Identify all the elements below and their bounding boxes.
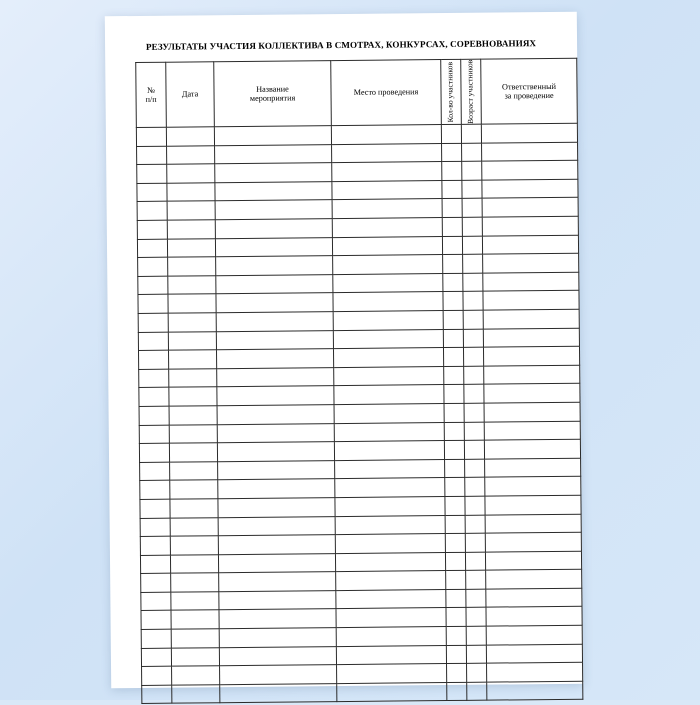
- cell-resp[interactable]: [482, 235, 578, 255]
- column-header-participant-age-line1: Возраст: [466, 98, 475, 124]
- cell-place[interactable]: [334, 422, 444, 442]
- cell-resp[interactable]: [482, 216, 578, 236]
- cell-num[interactable]: [141, 611, 171, 630]
- cell-place[interactable]: [336, 589, 446, 609]
- cell-age[interactable]: [464, 385, 484, 404]
- cell-place[interactable]: [334, 366, 444, 386]
- cell-resp[interactable]: [485, 477, 581, 497]
- cell-count[interactable]: [445, 459, 465, 478]
- cell-date[interactable]: [167, 238, 215, 257]
- document-content: [135, 38, 553, 704]
- cell-count[interactable]: [444, 366, 464, 385]
- cell-count[interactable]: [442, 217, 462, 236]
- cell-num[interactable]: [142, 685, 172, 704]
- cell-age[interactable]: [465, 459, 485, 478]
- cell-name[interactable]: [215, 144, 332, 164]
- cell-resp[interactable]: [483, 272, 579, 292]
- cell-count[interactable]: [446, 626, 466, 645]
- cell-name[interactable]: [215, 181, 332, 201]
- cell-name[interactable]: [216, 293, 333, 313]
- cell-place[interactable]: [332, 199, 442, 219]
- cell-num[interactable]: [139, 406, 169, 425]
- cell-num[interactable]: [137, 239, 167, 258]
- cell-age[interactable]: [467, 663, 487, 682]
- cell-count[interactable]: [445, 552, 465, 571]
- cell-age[interactable]: [463, 273, 483, 292]
- column-header-event-name-line1: Название: [256, 84, 289, 93]
- column-header-date-line1: Дата: [182, 90, 198, 99]
- cell-resp[interactable]: [487, 662, 583, 682]
- cell-place[interactable]: [333, 311, 443, 331]
- cell-num[interactable]: [142, 666, 172, 685]
- cell-place[interactable]: [332, 180, 442, 200]
- cell-num[interactable]: [138, 350, 168, 369]
- cell-resp[interactable]: [483, 328, 579, 348]
- cell-num[interactable]: [140, 518, 170, 537]
- cell-date[interactable]: [169, 406, 217, 425]
- cell-age[interactable]: [464, 440, 484, 459]
- cell-date[interactable]: [167, 220, 215, 239]
- cell-num[interactable]: [137, 164, 167, 183]
- cell-count[interactable]: [442, 180, 462, 199]
- column-header-num-line1: №: [147, 85, 155, 94]
- cell-place[interactable]: [332, 162, 442, 182]
- cell-count[interactable]: [441, 124, 461, 143]
- cell-resp[interactable]: [486, 588, 582, 608]
- cell-place[interactable]: [336, 645, 446, 665]
- cell-resp[interactable]: [487, 681, 583, 701]
- column-header-participant-age: [461, 59, 482, 124]
- cell-num[interactable]: [140, 536, 170, 555]
- cell-place[interactable]: [335, 515, 445, 535]
- cell-resp[interactable]: [485, 551, 581, 571]
- cell-count[interactable]: [446, 571, 466, 590]
- cell-count[interactable]: [442, 199, 462, 218]
- cell-age[interactable]: [465, 515, 485, 534]
- cell-name[interactable]: [215, 200, 332, 220]
- cell-age[interactable]: [462, 143, 482, 162]
- cell-date[interactable]: [168, 350, 216, 369]
- cell-date[interactable]: [168, 257, 216, 276]
- cell-place[interactable]: [332, 236, 442, 256]
- cell-place[interactable]: [332, 143, 442, 163]
- cell-age[interactable]: [462, 236, 482, 255]
- cell-age[interactable]: [463, 310, 483, 329]
- cell-count[interactable]: [446, 645, 466, 664]
- cell-name[interactable]: [214, 126, 331, 146]
- cell-num[interactable]: [137, 183, 167, 202]
- cell-count[interactable]: [442, 162, 462, 181]
- cell-date[interactable]: [172, 666, 220, 685]
- column-header-responsible: [481, 58, 578, 124]
- cell-name[interactable]: [216, 330, 333, 350]
- registry-table: [135, 58, 583, 705]
- cell-count[interactable]: [445, 478, 465, 497]
- cell-date[interactable]: [171, 610, 219, 629]
- cell-name[interactable]: [220, 665, 337, 685]
- cell-resp[interactable]: [484, 384, 580, 404]
- cell-place[interactable]: [337, 682, 447, 702]
- cell-num[interactable]: [137, 220, 167, 239]
- cell-name[interactable]: [216, 274, 333, 294]
- cell-place[interactable]: [333, 329, 443, 349]
- cell-date[interactable]: [171, 647, 219, 666]
- table-body: [136, 123, 583, 704]
- cell-num[interactable]: [139, 425, 169, 444]
- table-row: [142, 681, 583, 704]
- cell-resp[interactable]: [483, 309, 579, 329]
- cell-count[interactable]: [444, 385, 464, 404]
- column-header-participant-count: [441, 59, 462, 124]
- cell-age[interactable]: [466, 570, 486, 589]
- cell-place[interactable]: [336, 627, 446, 647]
- cell-resp[interactable]: [486, 625, 582, 645]
- cell-count[interactable]: [443, 273, 463, 292]
- cell-place[interactable]: [332, 218, 442, 238]
- cell-date[interactable]: [169, 387, 217, 406]
- table-header-row: [136, 58, 578, 127]
- cell-date[interactable]: [168, 294, 216, 313]
- cell-date[interactable]: [170, 480, 218, 499]
- cell-count[interactable]: [443, 255, 463, 274]
- cell-place[interactable]: [331, 125, 441, 145]
- cell-date[interactable]: [170, 554, 218, 573]
- cell-count[interactable]: [445, 496, 465, 515]
- cell-resp[interactable]: [486, 644, 582, 664]
- cell-place[interactable]: [335, 552, 445, 572]
- cell-name[interactable]: [218, 460, 335, 480]
- cell-date[interactable]: [167, 183, 215, 202]
- cell-resp[interactable]: [485, 532, 581, 552]
- cell-date[interactable]: [166, 127, 214, 146]
- page-title: РЕЗУЛЬТАТЫ УЧАСТИЯ КОЛЛЕКТИВА В СМОТРАХ, КОНКУРСАХ, СОРЕВНОВАНИЯХ: [135, 38, 547, 53]
- cell-age[interactable]: [463, 292, 483, 311]
- cell-resp[interactable]: [482, 160, 578, 180]
- cell-place[interactable]: [336, 608, 446, 628]
- column-header-venue: [331, 59, 442, 125]
- document-page: [105, 12, 583, 688]
- cell-date[interactable]: [168, 331, 216, 350]
- cell-name[interactable]: [215, 237, 332, 257]
- cell-name[interactable]: [219, 646, 336, 666]
- cell-num[interactable]: [138, 332, 168, 351]
- cell-age[interactable]: [463, 347, 483, 366]
- cell-num[interactable]: [138, 295, 168, 314]
- cell-count[interactable]: [445, 515, 465, 534]
- cell-num[interactable]: [138, 257, 168, 276]
- cell-place[interactable]: [337, 664, 447, 684]
- cell-resp[interactable]: [486, 607, 582, 627]
- cell-place[interactable]: [334, 403, 444, 423]
- cell-resp[interactable]: [484, 365, 580, 385]
- cell-count[interactable]: [443, 292, 463, 311]
- cell-age[interactable]: [461, 124, 481, 143]
- cell-num[interactable]: [138, 276, 168, 295]
- column-header-participant-count-line1: Кол-во: [446, 100, 455, 122]
- cell-age[interactable]: [465, 496, 485, 515]
- cell-num[interactable]: [141, 573, 171, 592]
- cell-date[interactable]: [170, 517, 218, 536]
- cell-date[interactable]: [169, 368, 217, 387]
- cell-name[interactable]: [217, 405, 334, 425]
- cell-age[interactable]: [464, 366, 484, 385]
- cell-place[interactable]: [334, 441, 444, 461]
- cell-num[interactable]: [140, 555, 170, 574]
- cell-date[interactable]: [170, 536, 218, 555]
- cell-num[interactable]: [140, 462, 170, 481]
- cell-place[interactable]: [333, 273, 443, 293]
- cell-num[interactable]: [136, 127, 166, 146]
- cell-age[interactable]: [465, 533, 485, 552]
- cell-age[interactable]: [463, 254, 483, 273]
- cell-place[interactable]: [333, 292, 443, 312]
- cell-name[interactable]: [219, 572, 336, 592]
- cell-name[interactable]: [219, 609, 336, 629]
- cell-name[interactable]: [218, 498, 335, 518]
- cell-name[interactable]: [215, 163, 332, 183]
- cell-place[interactable]: [336, 571, 446, 591]
- cell-count[interactable]: [444, 403, 464, 422]
- cell-resp[interactable]: [485, 514, 581, 534]
- table-header: [136, 58, 578, 127]
- cell-name[interactable]: [216, 256, 333, 276]
- cell-age[interactable]: [466, 608, 486, 627]
- cell-resp[interactable]: [482, 198, 578, 218]
- cell-name[interactable]: [215, 219, 332, 239]
- cell-name[interactable]: [218, 553, 335, 573]
- cell-name[interactable]: [218, 516, 335, 536]
- cell-num[interactable]: [137, 202, 167, 221]
- cell-resp[interactable]: [486, 570, 582, 590]
- cell-date[interactable]: [167, 201, 215, 220]
- cell-date[interactable]: [167, 145, 215, 164]
- column-header-responsible-line1: Ответственный: [502, 82, 556, 92]
- cell-place[interactable]: [335, 478, 445, 498]
- cell-count[interactable]: [446, 608, 466, 627]
- cell-resp[interactable]: [485, 495, 581, 515]
- cell-name[interactable]: [216, 312, 333, 332]
- cell-date[interactable]: [169, 443, 217, 462]
- column-header-participant-count-line2: участников: [446, 62, 455, 99]
- cell-place[interactable]: [335, 534, 445, 554]
- cell-resp[interactable]: [484, 402, 580, 422]
- cell-age[interactable]: [462, 199, 482, 218]
- cell-resp[interactable]: [483, 291, 579, 311]
- cell-date[interactable]: [170, 499, 218, 518]
- cell-count[interactable]: [445, 533, 465, 552]
- cell-name[interactable]: [218, 535, 335, 555]
- cell-count[interactable]: [447, 664, 467, 683]
- cell-name[interactable]: [220, 683, 337, 703]
- column-header-event-name-line2: мероприятия: [250, 93, 295, 102]
- cell-age[interactable]: [466, 645, 486, 664]
- cell-name[interactable]: [219, 590, 336, 610]
- cell-date[interactable]: [172, 685, 220, 704]
- cell-age[interactable]: [465, 552, 485, 571]
- cell-num[interactable]: [140, 499, 170, 518]
- cell-num[interactable]: [139, 443, 169, 462]
- cell-count[interactable]: [443, 310, 463, 329]
- cell-name[interactable]: [217, 442, 334, 462]
- cell-num[interactable]: [139, 388, 169, 407]
- cell-name[interactable]: [217, 367, 334, 387]
- cell-num[interactable]: [141, 592, 171, 611]
- cell-count[interactable]: [447, 682, 467, 701]
- cell-age[interactable]: [464, 403, 484, 422]
- cell-resp[interactable]: [485, 458, 581, 478]
- column-header-participant-age-line2: участников: [466, 60, 475, 97]
- cell-resp[interactable]: [483, 346, 579, 366]
- cell-date[interactable]: [167, 164, 215, 183]
- cell-num[interactable]: [137, 146, 167, 165]
- cell-resp[interactable]: [484, 439, 580, 459]
- column-header-date: [166, 62, 215, 128]
- cell-age[interactable]: [465, 477, 485, 496]
- cell-date[interactable]: [168, 313, 216, 332]
- cell-age[interactable]: [467, 682, 487, 701]
- cell-date[interactable]: [171, 573, 219, 592]
- cell-name[interactable]: [216, 349, 333, 369]
- cell-age[interactable]: [464, 422, 484, 441]
- cell-place[interactable]: [334, 385, 444, 405]
- cell-resp[interactable]: [481, 123, 577, 143]
- cell-date[interactable]: [170, 461, 218, 480]
- cell-date[interactable]: [171, 629, 219, 648]
- cell-num[interactable]: [140, 480, 170, 499]
- column-header-event-name: [214, 61, 332, 127]
- cell-name[interactable]: [217, 386, 334, 406]
- cell-date[interactable]: [171, 592, 219, 611]
- column-header-num: [136, 62, 167, 127]
- cell-age[interactable]: [462, 180, 482, 199]
- cell-count[interactable]: [444, 440, 464, 459]
- cell-count[interactable]: [442, 236, 462, 255]
- cell-age[interactable]: [466, 589, 486, 608]
- cell-age[interactable]: [462, 161, 482, 180]
- cell-age[interactable]: [462, 217, 482, 236]
- cell-count[interactable]: [443, 329, 463, 348]
- cell-resp[interactable]: [483, 253, 579, 273]
- cell-date[interactable]: [169, 424, 217, 443]
- cell-age[interactable]: [466, 626, 486, 645]
- cell-resp[interactable]: [482, 142, 578, 162]
- cell-place[interactable]: [333, 255, 443, 275]
- cell-count[interactable]: [443, 348, 463, 367]
- cell-place[interactable]: [335, 459, 445, 479]
- cell-name[interactable]: [219, 628, 336, 648]
- column-header-responsible-line2: за проведение: [505, 91, 554, 100]
- cell-place[interactable]: [335, 496, 445, 516]
- cell-num[interactable]: [141, 648, 171, 667]
- cell-count[interactable]: [442, 143, 462, 162]
- cell-num[interactable]: [141, 629, 171, 648]
- cell-name[interactable]: [218, 479, 335, 499]
- cell-date[interactable]: [168, 276, 216, 295]
- cell-num[interactable]: [138, 313, 168, 332]
- cell-resp[interactable]: [482, 179, 578, 199]
- column-header-num-line2: п/п: [146, 95, 157, 104]
- cell-name[interactable]: [217, 423, 334, 443]
- cell-count[interactable]: [444, 422, 464, 441]
- cell-resp[interactable]: [484, 421, 580, 441]
- cell-count[interactable]: [446, 589, 466, 608]
- cell-place[interactable]: [333, 348, 443, 368]
- cell-age[interactable]: [463, 329, 483, 348]
- column-header-venue-line1: Место проведения: [354, 88, 419, 98]
- cell-num[interactable]: [139, 369, 169, 388]
